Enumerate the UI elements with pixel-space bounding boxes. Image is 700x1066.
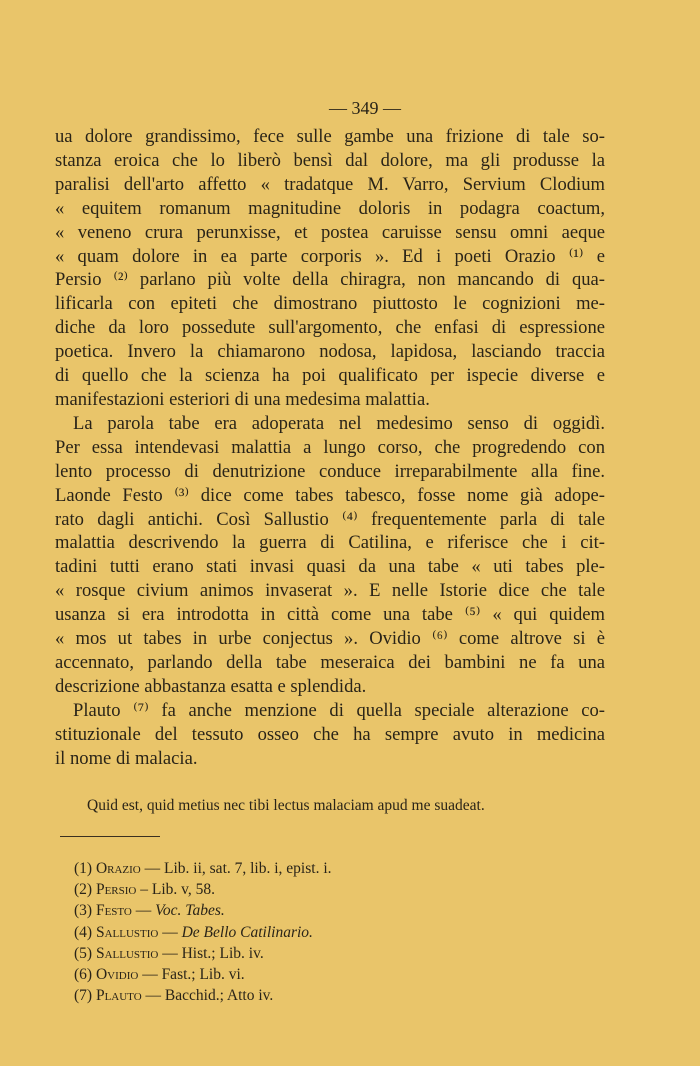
footnote bbox=[74, 879, 574, 900]
text-line: paralisi dell'arto affetto « tradatque M. Varro, Servium Clodium bbox=[55, 173, 605, 195]
footnote-number: (3) bbox=[74, 902, 96, 920]
footnote-work: Hist.; Lib. iv. bbox=[181, 944, 264, 962]
footnote-separator: — bbox=[131, 902, 156, 920]
text-line: poetica. Invero la chiamarono nodosa, lapidosa, lasciando traccia bbox=[55, 341, 605, 363]
footnote-work: Fast.; Lib. vi. bbox=[161, 966, 245, 984]
text-line: Plauto ⁽⁷⁾ fa anche menzione di quella speciale alterazione co- bbox=[73, 699, 605, 721]
text-line: ua dolore grandissimo, fece sulle gambe una frizione di tale so- bbox=[55, 126, 605, 147]
text-line: lento processo di denutrizione conduce irreparabilmente alla fine. bbox=[55, 460, 605, 482]
text-line: usanza si era introdotta in città come una tabe ⁽⁵⁾ « qui quidem bbox=[55, 604, 605, 626]
footnote-separator: — bbox=[138, 966, 162, 984]
footnote-author: Persio bbox=[95, 881, 137, 899]
text-line: lificarla con epiteti che dimostrano piuttosto le cognizioni me- bbox=[55, 293, 605, 315]
text-line: Laonde Festo ⁽³⁾ dice come tabes tabesco, fosse nome già adope- bbox=[55, 484, 605, 506]
text-line: rato dagli antichi. Così Sallustio ⁽⁴⁾ frequentemente parla di tale bbox=[55, 508, 605, 530]
footnote-work: Bacchid.; Atto iv. bbox=[164, 987, 274, 1005]
paragraph-2 bbox=[55, 412, 605, 699]
footnote-number: (2) bbox=[74, 881, 96, 899]
text-line: il nome di malacia. bbox=[55, 747, 198, 769]
footnote-separator: — bbox=[141, 987, 165, 1005]
footnote bbox=[74, 858, 574, 879]
footnote-number: (5) bbox=[74, 944, 96, 962]
footnote-divider bbox=[60, 836, 160, 837]
paragraph-1 bbox=[55, 125, 605, 412]
footnote-author: Orazio bbox=[95, 860, 141, 877]
text-line: stanza eroica che lo liberò bensì dal dolore, ma gli produsse la bbox=[55, 149, 605, 171]
footnote-work: Lib. ii, sat. 7, lib. i, epist. i. bbox=[164, 860, 332, 877]
footnote-work: De Bello Catilinario. bbox=[181, 923, 313, 941]
footnote bbox=[74, 964, 574, 985]
footnote bbox=[74, 985, 574, 1006]
footnote bbox=[74, 900, 574, 921]
footnote-author: Sallustio bbox=[95, 944, 159, 962]
footnote-author: Ovidio bbox=[95, 966, 139, 984]
text-line: Per essa intendevasi malattia a lungo corso, che progredendo con bbox=[55, 436, 605, 458]
footnote-separator: — bbox=[158, 923, 182, 941]
footnote bbox=[74, 943, 574, 964]
footnote-author: Sallustio bbox=[95, 923, 159, 941]
footnote-number: (4) bbox=[74, 923, 96, 941]
text-line: La parola tabe era adoperata nel medesimo senso di oggidì. bbox=[73, 412, 605, 434]
text-line: descrizione abbastanza esatta e splendida. bbox=[55, 675, 367, 697]
text-line: stituzionale del tessuto osseo che ha sempre avuto in medicina bbox=[55, 723, 605, 745]
text-line: di quello che la scienza ha poi qualificato per ispecie diverse e bbox=[55, 365, 605, 387]
footnote-work: Voc. Tabes. bbox=[155, 902, 225, 920]
text-line: « rosque civium animos invaserat ». E nelle Istorie dice che tale bbox=[55, 580, 605, 602]
text-line: manifestazioni esteriori di una medesima malattia. bbox=[55, 388, 430, 410]
footnote-separator: — bbox=[158, 944, 182, 962]
footnote bbox=[74, 922, 574, 943]
text-line: « veneno crura perunxisse, et postea caruisse sensu omni aeque bbox=[55, 221, 605, 243]
footnote-number: (6) bbox=[74, 966, 96, 984]
text-line: « mos ut tabes in urbe conjectus ». Ovidio ⁽⁶⁾ come altrove si è bbox=[55, 628, 605, 650]
text-line: Persio ⁽²⁾ parlano più volte della chiragra, non mancando di qua- bbox=[55, 269, 605, 291]
footnote-separator: – bbox=[136, 881, 152, 899]
page-number: — 349 — bbox=[329, 98, 401, 118]
text-line: malattia descrivendo la guerra di Catilina, e riferisce che i cit- bbox=[55, 532, 605, 554]
paragraph-3 bbox=[55, 699, 605, 771]
latin-quote: Quid est, quid metius nec tibi lectus malaciam apud me suadeat. bbox=[87, 797, 485, 814]
text-line: accennato, parlando della tabe meseraica dei bambini ne fa una bbox=[55, 651, 605, 673]
footnote-author: Festo bbox=[95, 902, 132, 920]
footnote-number: (7) bbox=[74, 987, 96, 1005]
footnote-work: Lib. v, 58. bbox=[151, 881, 216, 899]
text-line: tadini tutti erano stati invasi quasi da una tabe « uti tabes ple- bbox=[55, 556, 605, 578]
text-line: diche da loro possedute sull'argomento, che enfasi di espressione bbox=[55, 317, 605, 339]
footnote-author: Plauto bbox=[95, 987, 142, 1005]
body-text bbox=[55, 125, 605, 770]
footnotes bbox=[74, 858, 574, 1006]
text-line: « equitem romanum magnitudine doloris in podagra coactum, bbox=[55, 197, 605, 219]
footnote-separator: — bbox=[140, 860, 165, 877]
footnote-number: (1) bbox=[74, 860, 96, 877]
text-line: « quam dolore in ea parte corporis ». Ed i poeti Orazio ⁽¹⁾ e bbox=[55, 245, 605, 267]
